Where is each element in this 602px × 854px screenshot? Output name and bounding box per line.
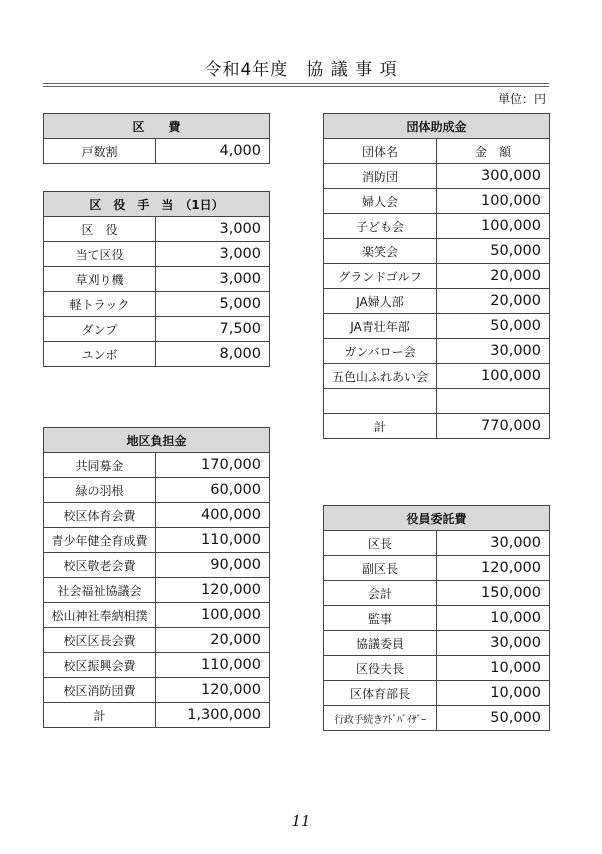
table-row [324,239,550,264]
row-label: 社会福祉協議会 [44,578,156,603]
row-label: 共同募金 [44,453,156,478]
column-header-name: 団体名 [324,139,437,164]
row-label: 草刈り機 [44,267,156,292]
table-row [44,628,270,653]
row-label: 子ども会 [324,214,437,239]
total-value: 1,300,000 [156,703,270,728]
row-value: 300,000 [437,164,550,189]
table-row [324,214,550,239]
row-value: 170,000 [156,453,270,478]
row-label: 婦人会 [324,189,437,214]
table-row [44,242,270,267]
row-value: 110,000 [156,528,270,553]
row-label: 松山神社奉納相撲 [44,603,156,628]
row-value: 4,000 [156,139,270,164]
row-value: 3,000 [156,242,270,267]
row-label: 校区区長会費 [44,628,156,653]
table-row [44,603,270,628]
table-row [44,528,270,553]
row-value: 30,000 [437,339,550,364]
row-value: 90,000 [156,553,270,578]
dantai-header: 団体助成金 [324,114,550,139]
row-value: 50,000 [437,706,550,731]
table-row [44,653,270,678]
row-value: 10,000 [437,656,550,681]
row-label: 緑の羽根 [44,478,156,503]
table-row [44,478,270,503]
row-value: 400,000 [156,503,270,528]
table-row [324,556,550,581]
row-label: JA青壮年部 [324,314,437,339]
row-label: 校区振興会費 [44,653,156,678]
chiku-header: 地区負担金 [44,428,270,453]
table-row [324,314,550,339]
row-value: 120,000 [437,556,550,581]
row-value: 120,000 [156,678,270,703]
total-label: 計 [44,703,156,728]
row-value: 60,000 [156,478,270,503]
row-label: 五色山ふれあい会 [324,364,437,389]
row-label: 区 役 [44,217,156,242]
page-number: 11 [291,812,311,830]
dantai-table [323,113,550,439]
kuhi-table [43,113,270,164]
row-label: ガンバロー会 [324,339,437,364]
row-value: 5,000 [156,292,270,317]
row-value: 50,000 [437,239,550,264]
row-value: 100,000 [437,214,550,239]
table-row [44,553,270,578]
row-value: 8,000 [156,342,270,367]
row-value: 7,500 [156,317,270,342]
table-row [324,189,550,214]
kuhi-header: 区 費 [44,114,270,139]
page-title: 令和4年度 協 議 事 項 [204,60,398,80]
row-label: JA婦人部 [324,289,437,314]
row-label [324,389,437,414]
table-row [44,678,270,703]
table-row [324,289,550,314]
row-label: 会計 [324,581,437,606]
row-label: 協議委員 [324,631,437,656]
row-label: 行政手続きｱﾄﾞﾊﾞｲｻﾞｰ [324,706,437,731]
row-label: 戸数割 [44,139,156,164]
row-label: 軽トラック [44,292,156,317]
row-label: ダンプ [44,317,156,342]
table-row [44,578,270,603]
kuyaku-header: 区 役 手 当 （1日） [44,192,270,217]
table-row [324,606,550,631]
row-value: 120,000 [156,578,270,603]
table-row [44,453,270,478]
row-label: 区役夫長 [324,656,437,681]
table-row [44,139,270,164]
row-value: 20,000 [156,628,270,653]
total-row [44,703,270,728]
table-row [324,681,550,706]
total-value: 770,000 [437,414,550,439]
row-label: 区体育部長 [324,681,437,706]
row-label: 当て区役 [44,242,156,267]
unit-label: 単位：円 [497,92,546,106]
table-row [324,706,550,731]
table-row [324,339,550,364]
table-row [44,267,270,292]
total-row [324,414,550,439]
row-label: 区長 [324,531,437,556]
row-label: 青少年健全育成費 [44,528,156,553]
row-value [437,389,550,414]
table-row [324,531,550,556]
table-row [324,364,550,389]
title-underline [43,83,549,87]
row-label: 校区体育会費 [44,503,156,528]
table-row [324,656,550,681]
column-header-amount: 金 額 [437,139,550,164]
total-label: 計 [324,414,437,439]
row-label: 副区長 [324,556,437,581]
row-value: 10,000 [437,681,550,706]
row-label: ユンボ [44,342,156,367]
chiku-table [43,427,270,728]
row-value: 30,000 [437,631,550,656]
yakuin-header: 役員委託費 [324,506,550,531]
row-value: 30,000 [437,531,550,556]
row-label: 校区消防団費 [44,678,156,703]
yakuin-table [323,505,550,731]
table-row [324,631,550,656]
row-value: 3,000 [156,267,270,292]
row-label: グランドゴルフ [324,264,437,289]
row-label: 楽笑会 [324,239,437,264]
row-label: 監事 [324,606,437,631]
row-value: 20,000 [437,264,550,289]
row-value: 100,000 [156,603,270,628]
table-row [44,217,270,242]
table-row [324,581,550,606]
row-label: 消防団 [324,164,437,189]
row-value: 10,000 [437,606,550,631]
table-row [44,503,270,528]
row-value: 150,000 [437,581,550,606]
row-value: 20,000 [437,289,550,314]
row-value: 50,000 [437,314,550,339]
table-row [44,342,270,367]
kuyaku-table [43,191,270,367]
row-label: 校区敬老会費 [44,553,156,578]
table-row [324,264,550,289]
table-row [324,164,550,189]
row-value: 100,000 [437,364,550,389]
row-value: 3,000 [156,217,270,242]
table-row [44,317,270,342]
row-value: 100,000 [437,189,550,214]
table-row [44,292,270,317]
row-value: 110,000 [156,653,270,678]
empty-row [324,389,550,414]
column-header-row [324,139,550,164]
